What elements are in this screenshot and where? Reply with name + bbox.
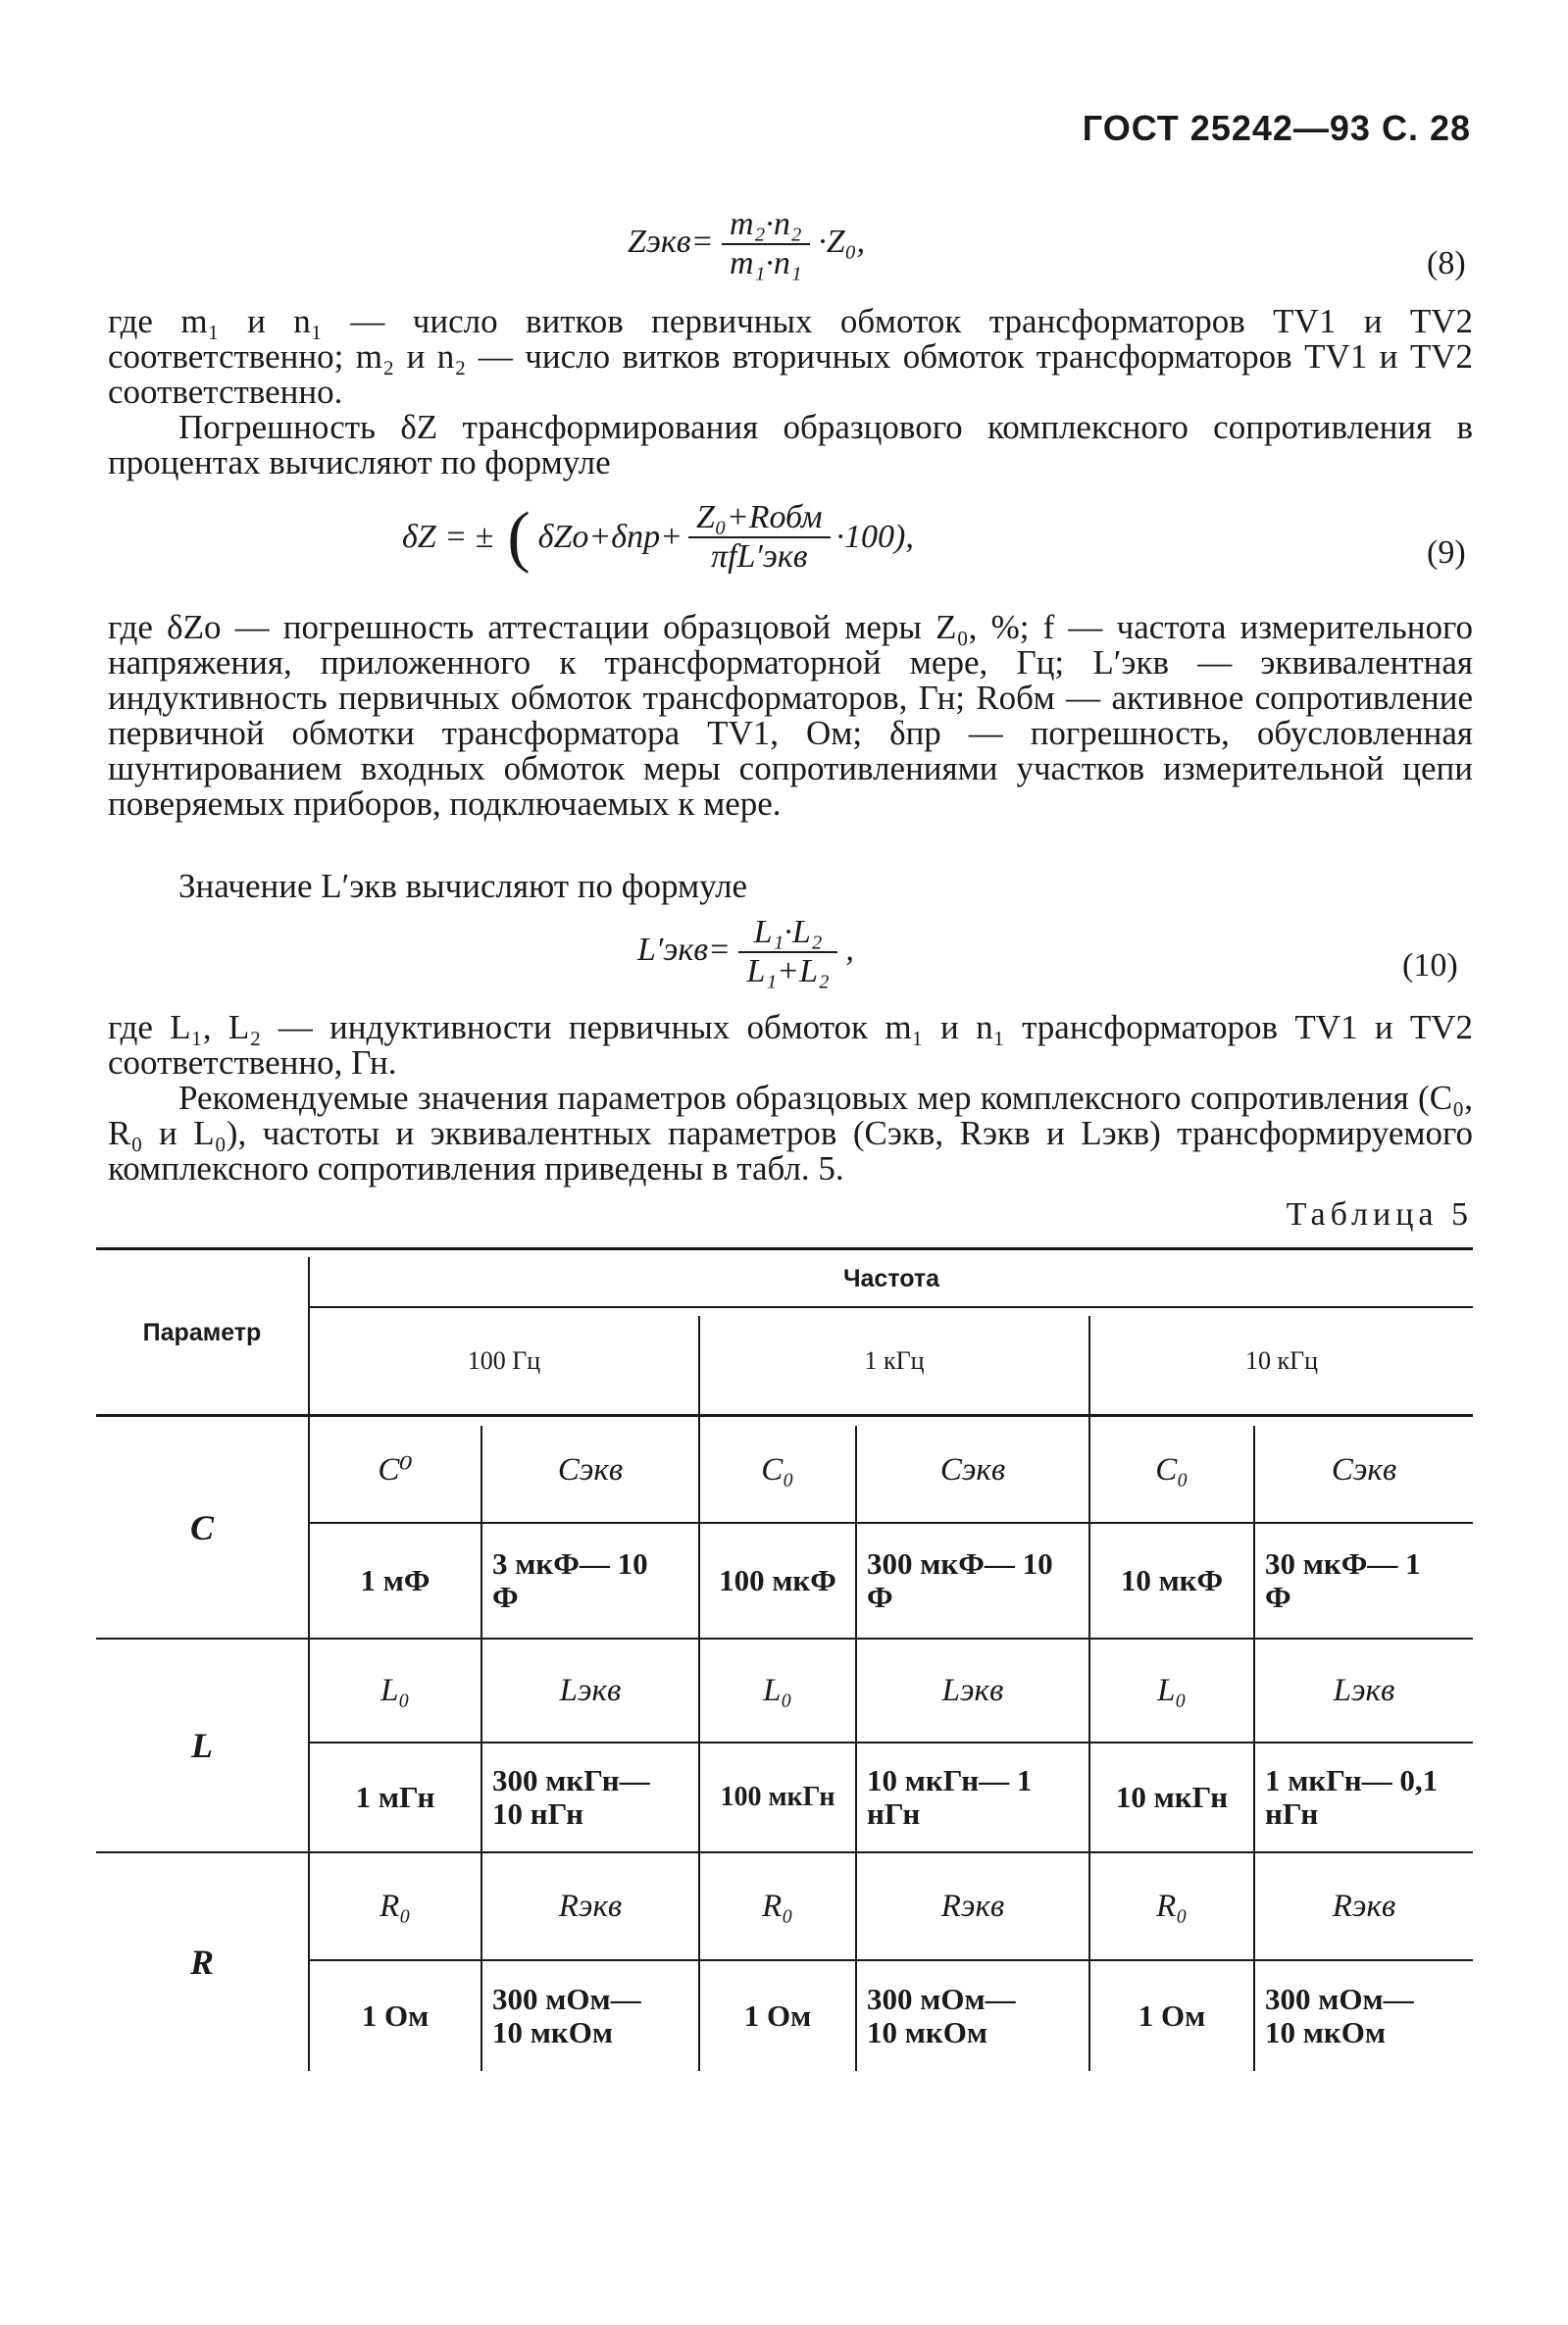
table-c-value-4: 300 мкФ— 10 Ф [867, 1546, 1053, 1614]
formula-9-fraction [688, 499, 831, 576]
table-l-value-4: 10 мкГн— 1 нГн [867, 1763, 1033, 1831]
table-c-symbol-5: C₀ [1155, 1451, 1189, 1488]
formula-8-lhs: Zэкв= [628, 223, 714, 260]
table-c-symbol-1: C⁰ [378, 1451, 413, 1488]
table-l-value-2: 300 мкГн— 10 нГн [492, 1763, 650, 1831]
table-r-symbol-2: Rэкв [558, 1889, 623, 1924]
table-row-label-c: C [189, 1507, 214, 1547]
table-header-freq-1khz: 1 кГц [864, 1346, 925, 1375]
table-r-value-5: 1 Ом [1138, 1998, 1206, 2033]
formula-10-numerator: L₁·L₂ [738, 914, 836, 953]
table-l-symbol-6: Lэкв [1333, 1673, 1395, 1708]
formula-9-inner: δZo+δпр+ [537, 519, 683, 555]
table-l-value-5: 10 мкГн [1115, 1780, 1229, 1814]
table-r-symbol-5: R₀ [1156, 1889, 1188, 1924]
formula-8-fraction [722, 206, 810, 282]
formula-9-denominator: πfL′экв [711, 538, 808, 575]
table-c-symbol-4: Cэкв [939, 1451, 1006, 1488]
table-r-symbol-3: R₀ [762, 1889, 793, 1924]
table-c-value-3: 100 мкФ [719, 1563, 836, 1597]
paragraph-5: где L₁, L₂ — индуктивности первичных обмоток m₁ и n₁ трансформаторов TV1 и TV2 соответственно, Гн. [108, 1008, 1473, 1082]
formula-9-number: (9) [1427, 534, 1466, 571]
formula-8 [628, 206, 865, 282]
table-c-symbol-6: Cэкв [1331, 1451, 1397, 1488]
table-l-symbol-2: Lэкв [559, 1673, 622, 1708]
formula-10-lhs: L′экв= [637, 931, 731, 968]
table-row-label-r: R [189, 1943, 214, 1982]
table-r-value-2: 300 мОм— 10 мкОм [492, 1982, 641, 2049]
table-l-symbol-4: Lэкв [941, 1673, 1004, 1708]
table-r-value-1: 1 Ом [361, 1998, 430, 2033]
paragraph-3: где δZo — погрешность аттестации образцовой меры Z₀, %; f — частота измерительного напряжения, приложенного к трансформаторной мере, Гц; L′экв — эквивалентная индуктивность первичных обмоток трансформаторов, Гн; Rобм — активное сопротивление первичной обмотки трансформатора TV1, Ом; δпр — погрешность, обусловленная шунтированием входных обмоток меры сопротивлениями участков измерительной цепи поверяемых приборов, подключаемых к мере. [108, 608, 1473, 823]
formula-9-lhs: δZ = ± [402, 519, 494, 555]
table-row-label-l: L [191, 1726, 213, 1765]
formula-8-denominator: m₁·n₁ [730, 245, 802, 281]
formula-10-denominator: L₁+L₂ [746, 953, 830, 989]
table-r-value-6: 300 мОм— 10 мкОм [1265, 1982, 1414, 2049]
formula-8-numerator: m₂·n₂ [722, 206, 810, 245]
table-c-value-5: 10 мкФ [1120, 1563, 1224, 1597]
formula-10 [637, 914, 854, 990]
table-caption: Таблица 5 [1286, 1196, 1473, 1233]
table-header-freq-100hz: 100 Гц [467, 1346, 541, 1375]
page-header: ГОСТ 25242—93 С. 28 [1082, 108, 1471, 148]
table-l-value-1: 1 мГн [355, 1780, 435, 1814]
table-c-value-6: 30 мкФ— 1 Ф [1265, 1546, 1421, 1614]
table-c-symbol-3: C₀ [761, 1451, 794, 1488]
formula-9-tail: ·100), [835, 519, 914, 555]
table-r-symbol-6: Rэкв [1332, 1889, 1396, 1924]
formula-9 [402, 498, 914, 577]
formula-10-tail: , [845, 931, 854, 968]
table-l-value-3: 100 мкГн [720, 1782, 835, 1812]
table-r-symbol-4: Rэкв [940, 1889, 1005, 1924]
table-l-symbol-5: L₀ [1157, 1673, 1187, 1708]
formula-8-tail: ·Z₀, [818, 223, 865, 260]
table-header-frequency: Частота [842, 1264, 940, 1292]
table-header-parameter: Параметр [142, 1318, 262, 1346]
table-r-value-3: 1 Ом [743, 1998, 812, 2033]
formula-9-numerator: Z₀+Rобм [688, 499, 831, 538]
formula-9-open-paren: ( [507, 499, 531, 575]
table-c-value-2: 3 мкФ— 10 Ф [492, 1546, 648, 1614]
table-header-freq-10khz: 10 кГц [1244, 1346, 1319, 1375]
table-c-symbol-2: Cэкв [557, 1451, 624, 1488]
paragraph-2: Погрешность δZ трансформирования образцового комплексного сопротивления в процентах вычисляют по формуле [108, 408, 1473, 481]
paragraph-1: где m₁ и n₁ — число витков первичных обмоток трансформаторов TV1 и TV2 соответственно; m₂ и n₂ — число витков вторичных обмоток трансформаторов TV1 и TV2 соответственно. [108, 302, 1473, 411]
table-l-value-6: 1 мкГн— 0,1 нГн [1265, 1763, 1439, 1831]
paragraph-6: Рекомендуемые значения параметров образцовых мер комплексного сопротивления (C₀, R₀ и L₀), частоты и эквивалентных параметров (Cэкв, Rэкв и Lэкв) трансформируемого комплексного сопротивления приведены в табл. 5. [108, 1079, 1473, 1188]
table-r-value-4: 300 мОм— 10 мкОм [867, 1982, 1016, 2049]
table-5 [96, 1247, 1473, 2091]
formula-10-number: (10) [1402, 947, 1458, 984]
paragraph-4: Значение L′экв вычисляют по формуле [178, 867, 748, 905]
table-l-symbol-3: L₀ [763, 1673, 792, 1708]
table-r-symbol-1: R₀ [379, 1889, 411, 1924]
formula-8-number: (8) [1427, 245, 1466, 281]
table-c-value-1: 1 мФ [360, 1563, 430, 1597]
table-l-symbol-1: L₀ [380, 1673, 410, 1708]
formula-10-fraction [738, 914, 836, 990]
